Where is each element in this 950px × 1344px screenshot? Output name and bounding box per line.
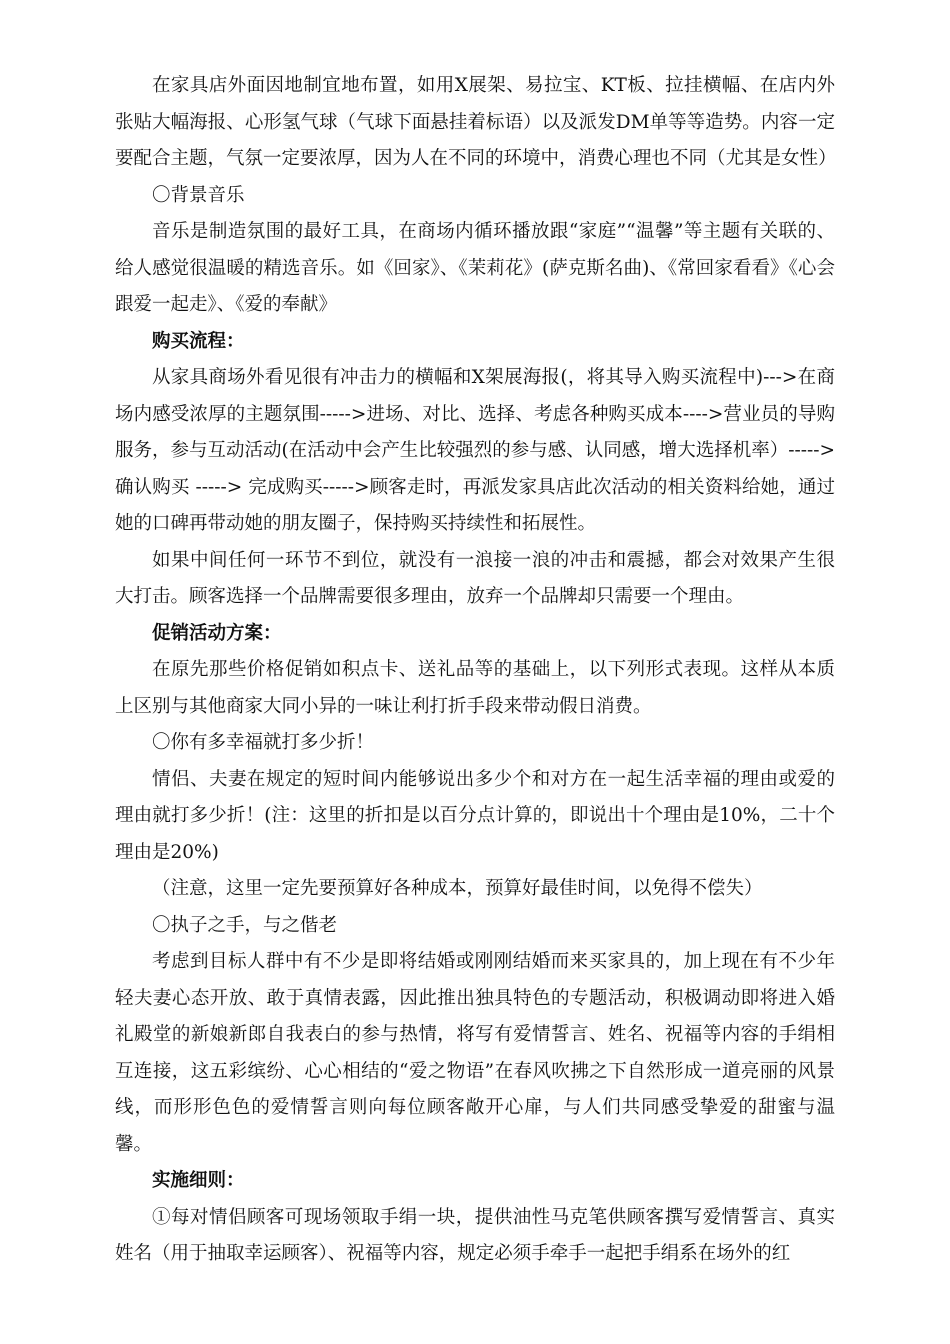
paragraph-music-description: 音乐是制造氛围的最好工具，在商场内循环播放跟“家庭”“温馨”等主题有关联的、给人感觉很温暖的精选音乐。如《回家》、《茉莉花》(萨克斯名曲)、《常回家看看》《心会跟爱一起走》、《爱的奉献》 bbox=[115, 221, 835, 315]
paragraph-outdoor-decoration: 在家具店外面因地制宜地布置，如用X展架、易拉宝、KT板、拉挂横幅、在店内外张贴大幅海报、心形氢气球（气球下面悬挂着标语）以及派发DM单等等造势。内容一定要配合主题，气氛一定要浓厚，因为人在不同的环境中，消费心理也不同（尤其是女性） bbox=[115, 75, 837, 169]
item-hold-hands: 〇执子之手，与之偕老 bbox=[152, 914, 338, 936]
heading-promotion-plan: 促销活动方案： bbox=[152, 622, 282, 644]
paragraph-hold-hands: 考虑到目标人群中有不少是即将结婚或刚刚结婚而来买家具的，加上现在有不少年轻夫妻心态开放、敢于真情表露，因此推出独具特色的专题活动，积极调动即将进入婚礼殿堂的新娘新郎自我表白的参与热情，将写有爱情誓言、姓名、祝福等内容的手绢相互连接，这五彩缤纷、心心相结的“爱之物语”在春风吹拂之下自然形成一道亮丽的风景线，而形形色色的爱情誓言则向每位顾客敞开心扉，与人们共同感受挚爱的甜蜜与温馨。 bbox=[115, 951, 835, 1155]
document-page bbox=[115, 68, 835, 1273]
paragraph-cost-note: （注意，这里一定先要预算好各种成本，预算好最佳时间，以免得不偿失） bbox=[152, 878, 763, 899]
paragraph-promotion-intro: 在原先那些价格促销如积点卡、送礼品等的基础上，以下列形式表现。这样从本质上区别与其他商家大同小异的一味让利打折手段来带动假日消费。 bbox=[115, 659, 835, 717]
paragraph-flow-importance: 如果中间任何一环节不到位，就没有一浪接一浪的冲击和震撼，都会对效果产生很大打击。顾客选择一个品牌需要很多理由，放弃一个品牌却只需要一个理由。 bbox=[115, 549, 835, 607]
heading-purchase-process: 购买流程： bbox=[152, 330, 245, 352]
paragraph-purchase-flow: 从家具商场外看见很有冲击力的横幅和X架展海报(，将其导入购买流程中)--->在商场内感受浓厚的主题氛围----->进场、对比、选择、考虑各种购买成本---->营业员的导购服务，参与互动活动(在活动中会产生比较强烈的参与感、认同感，增大选择机率）----->确认购买 -----> 完成购买----->顾客走时，再派发家具店此次活动的相关资料给她，通过她的口碑再带动她的朋友圈子，保持购买持续性和拓展性。 bbox=[115, 367, 835, 534]
paragraph-rule-1: ①每对情侣顾客可现场领取手绢一块，提供油性马克笔供顾客撰写爱情誓言、真实姓名（用于抽取幸运顾客）、祝福等内容，规定必须手牵手一起把手绢系在场外的红 bbox=[115, 1206, 835, 1264]
item-background-music: 〇背景音乐 bbox=[152, 184, 245, 206]
item-happiness-discount: 〇你有多幸福就打多少折！ bbox=[152, 732, 375, 753]
heading-implementation-rules: 实施细则： bbox=[152, 1170, 245, 1191]
paragraph-happiness-discount: 情侣、夫妻在规定的短时间内能够说出多少个和对方在一起生活幸福的理由或爱的理由就打多少折！(注：这里的折扣是以百分点计算的，即说出十个理由是10%，二十个理由是20%) bbox=[115, 768, 835, 863]
